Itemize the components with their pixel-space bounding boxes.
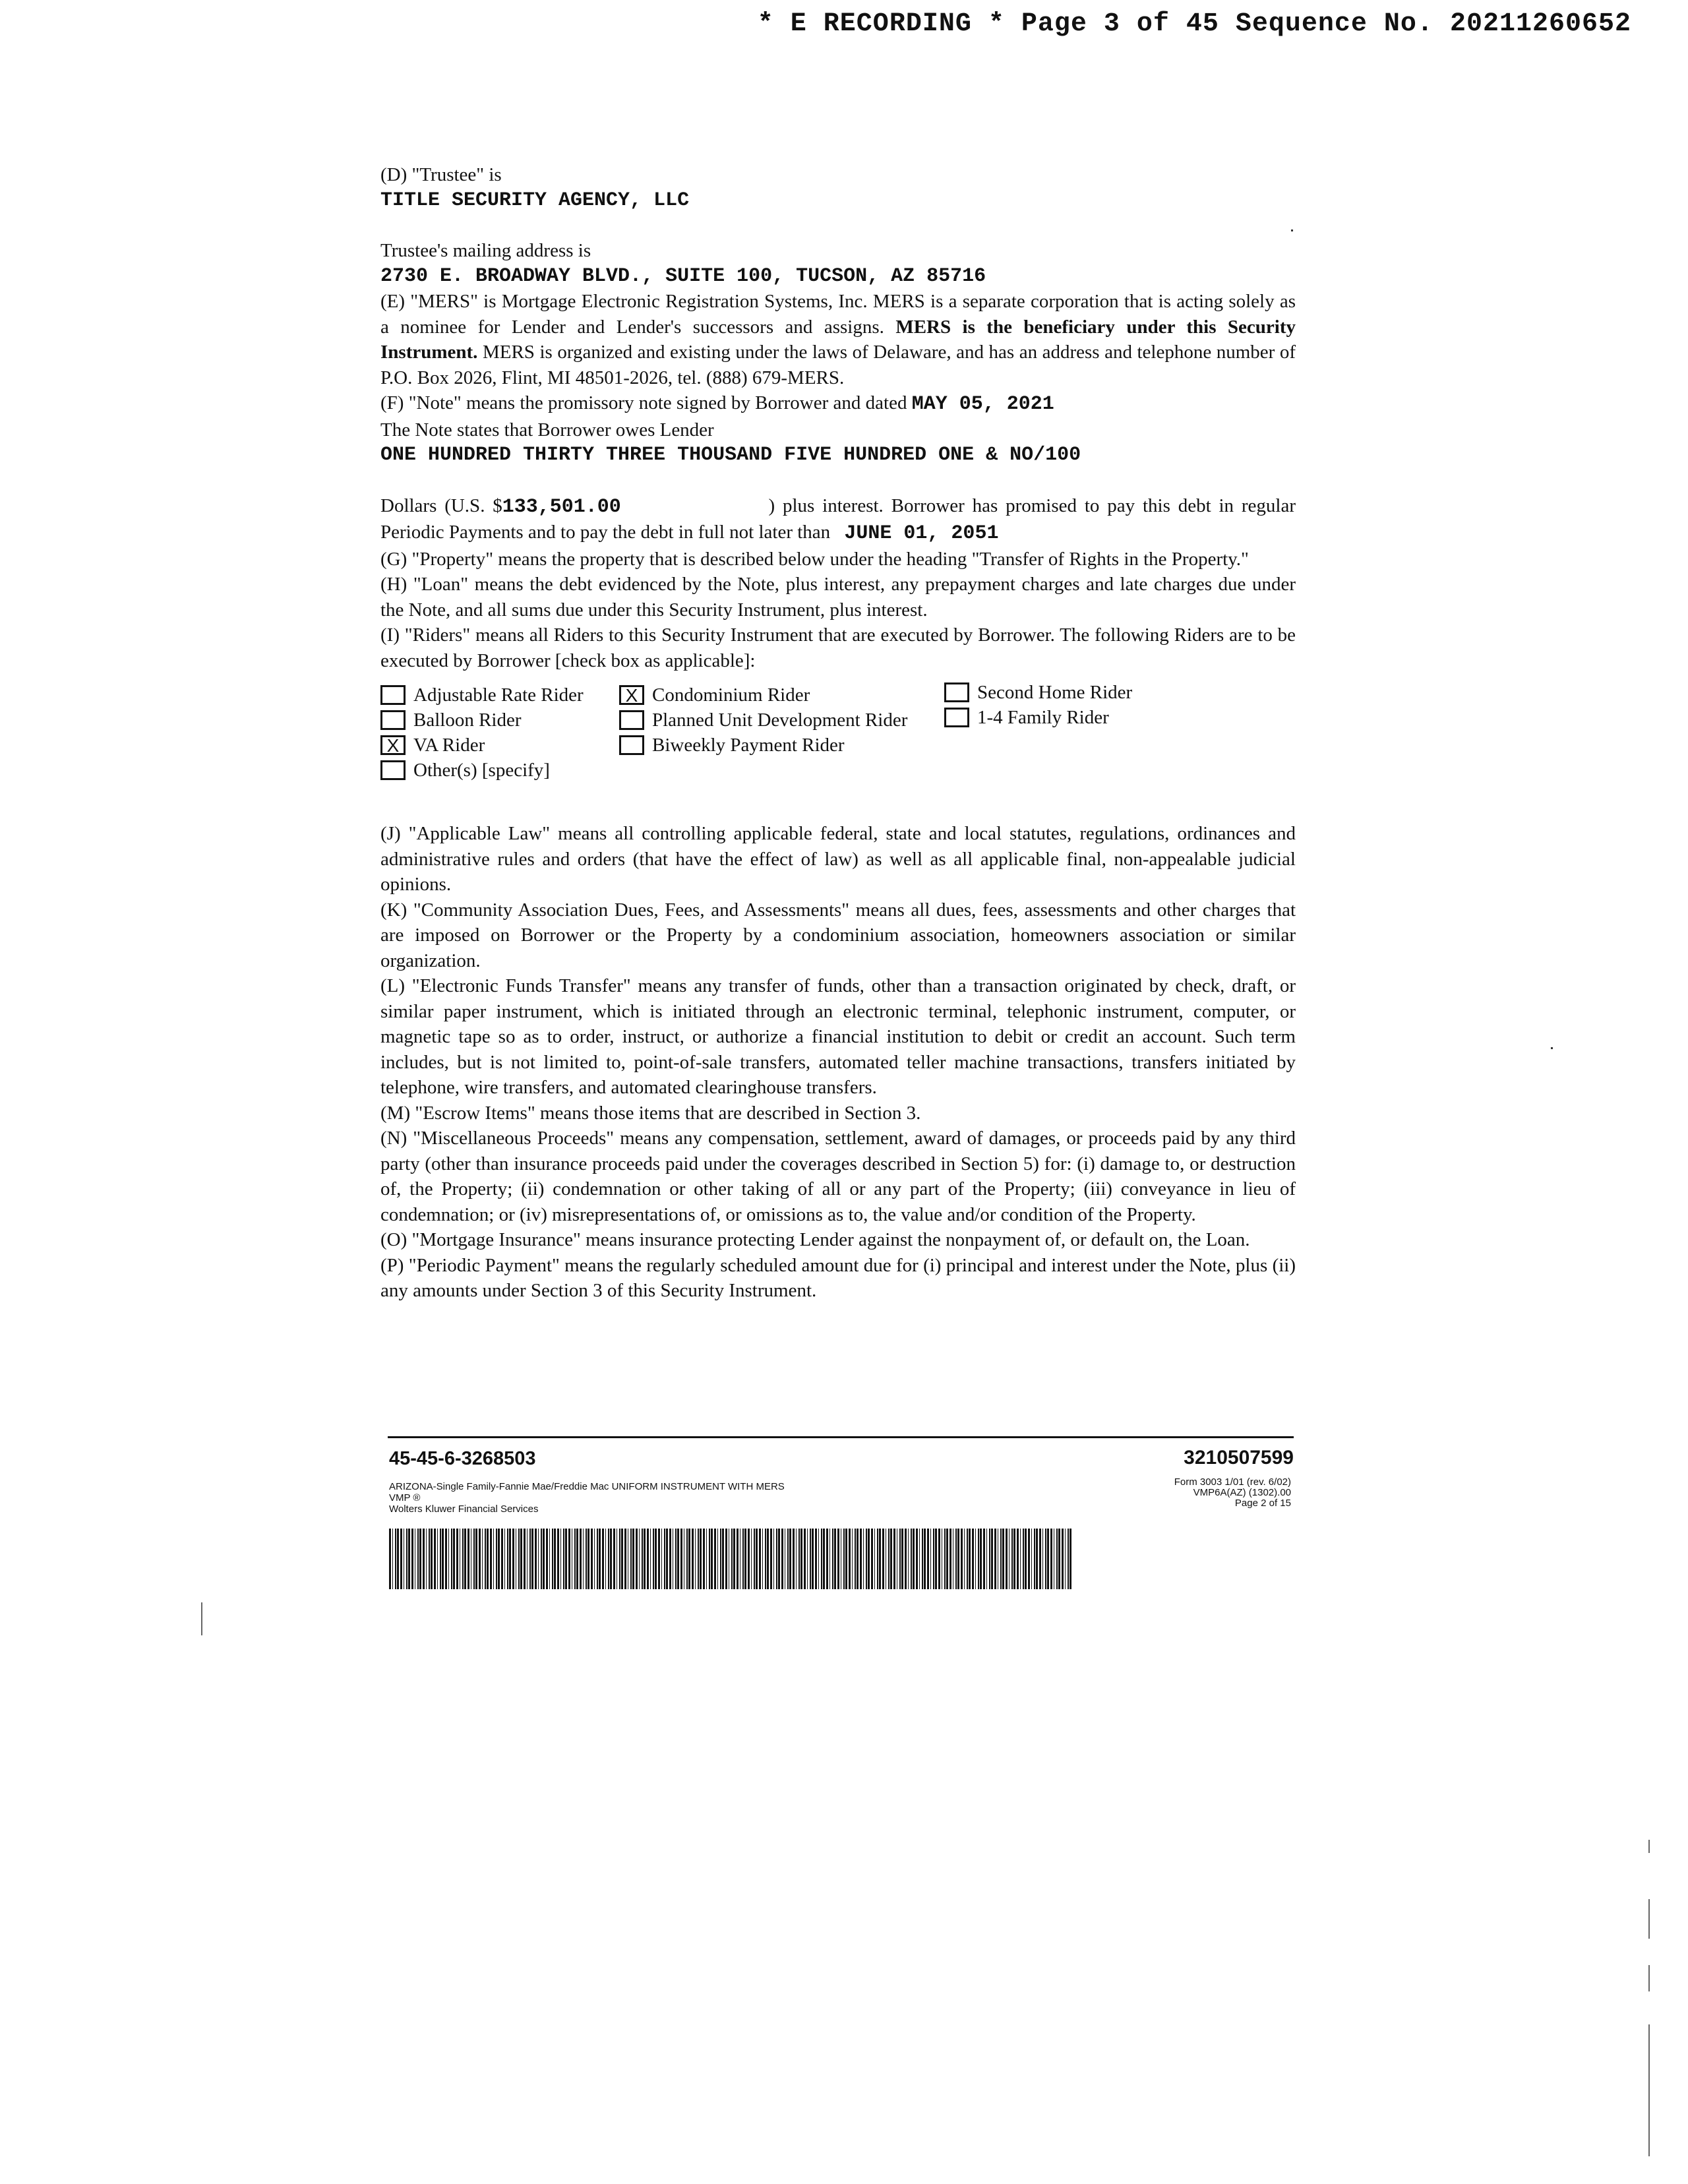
rider-condominium	[619, 682, 810, 708]
note-amount-words: ONE HUNDRED THIRTY THREE THOUSAND FIVE HUNDRED ONE & NO/100	[380, 444, 1081, 466]
checkbox[interactable]	[380, 710, 406, 730]
rider-second-home	[944, 680, 1132, 705]
dollars-tail: ) plus interest. Borrower has promised to pay this debt in regular Periodic Payments and to pay the debt in full not later than	[380, 495, 1296, 543]
mers-beneficiary: MERS is the beneficiary under this Security Instrument.	[380, 316, 1296, 363]
definition-property: (G) "Property" means the property that is described below under the heading "Transfer of Rights in the Property."	[380, 548, 1249, 570]
scan-mark	[1648, 1840, 1650, 1853]
checkbox[interactable]	[944, 682, 969, 702]
form-title-block	[389, 1481, 785, 1515]
dollars-lead: Dollars (U.S. $	[380, 495, 502, 516]
checkbox[interactable]	[380, 685, 406, 705]
checkbox[interactable]	[380, 760, 406, 780]
rider-biweekly	[619, 733, 845, 758]
definition-community-dues: (K) "Community Association Dues, Fees, and Assessments" means all dues, fees, assessments and other charges that are imposed on Borrower or the Property by a condominium association, homeowners association or similar organization.	[380, 899, 1296, 971]
scan-speck	[1551, 1047, 1553, 1049]
checkbox[interactable]	[619, 685, 644, 705]
loan-number: 45-45-6-3268503	[389, 1448, 536, 1469]
definition-riders: (I) "Riders" means all Riders to this Security Instrument that are executed by Borrower. The following Riders are to be executed by Borrower [check box as applicable]:	[380, 624, 1296, 671]
scan-mark	[201, 1602, 202, 1635]
rider-label: 1-4 Family Rider	[977, 707, 1109, 728]
scan-mark	[1648, 1965, 1650, 1991]
rider-1-4-family	[944, 705, 1109, 730]
checkbox[interactable]	[380, 735, 406, 755]
checkbox[interactable]	[619, 710, 644, 730]
note-owes: The Note states that Borrower owes Lender	[380, 419, 714, 440]
trustee-address: 2730 E. BROADWAY BLVD., SUITE 100, TUCSON, AZ 85716	[380, 264, 986, 288]
rider-label: Other(s) [specify]	[413, 760, 550, 781]
form-number: Form 3003 1/01 (rev. 6/02)	[1174, 1476, 1291, 1488]
definition-note	[380, 390, 1296, 417]
definition-misc-proceeds: (N) "Miscellaneous Proceeds" means any compensation, settlement, award of damages, or proceeds paid by any third party (other than insurance proceeds paid under the coverages described in Section 5) for: (i) damage to, or destruction of, the Property; (ii) condemnation or other taking of all or any part of the Property; (iii) conveyance in lieu of condemnation; or (iv) misrepresentations of, or omissions as to, the value and/or condition of the Property.	[380, 1128, 1296, 1225]
checkbox[interactable]	[619, 735, 644, 755]
definition-mers	[380, 289, 1296, 390]
rider-label: VA Rider	[413, 735, 485, 756]
rider-label: Planned Unit Development Rider	[652, 710, 908, 731]
rider-label: Biweekly Payment Rider	[652, 735, 845, 756]
footer-divider	[388, 1436, 1294, 1438]
vmp-mark: VMP ®	[389, 1492, 421, 1503]
document-body	[380, 162, 1296, 1304]
mers-tail: MERS is organized and existing under the laws of Delaware, and has an address and telephone number of P.O. Box 2026, Flint, MI 48501-2026, tel. (888) 679-MERS.	[380, 342, 1296, 388]
rider-label: Adjustable Rate Rider	[413, 684, 584, 706]
check-mark: X	[625, 685, 638, 706]
definition-loan: (H) "Loan" means the debt evidenced by the Note, plus interest, any prepayment charges and late charges due under the Note, and all sums due under this Security Instrument, plus interest.	[380, 574, 1296, 621]
rider-other	[380, 758, 550, 783]
trustee-name: TITLE SECURITY AGENCY, LLC	[380, 189, 690, 212]
note-dollars	[380, 493, 1296, 547]
rider-label: Condominium Rider	[652, 684, 810, 706]
definition-applicable-law: (J) "Applicable Law" means all controlling applicable federal, state and local statutes, regulations, ordinances and administrative rules and orders (that have the effect of law) as well as all applicable final, non-appealable judicial opinions.	[380, 823, 1296, 895]
note-lead: (F) "Note" means the promissory note signed by Borrower and dated	[380, 392, 907, 413]
rider-va	[380, 733, 485, 758]
checkbox[interactable]	[944, 708, 969, 727]
definition-periodic-payment: (P) "Periodic Payment" means the regularly scheduled amount due for (i) principal and interest under the Note, plus (ii) any amounts under Section 3 of this Security Instrument.	[380, 1254, 1296, 1301]
rider-label: Balloon Rider	[413, 710, 522, 731]
mers-lead: (E) "MERS" is Mortgage Electronic Registration Systems, Inc. MERS is a separate corporation that is acting solely as a nominee for Lender and Lender's successors and assigns.	[380, 291, 1296, 338]
rider-pud	[619, 708, 907, 733]
scan-speck	[1291, 229, 1293, 231]
document-number: 3210507599	[1184, 1447, 1294, 1469]
definition-mortgage-insurance: (O) "Mortgage Insurance" means insurance protecting Lender against the nonpayment of, or default on, the Loan.	[380, 1229, 1250, 1250]
publisher: Wolters Kluwer Financial Services	[389, 1503, 539, 1515]
definition-eft: (L) "Electronic Funds Transfer" means any transfer of funds, other than a transaction originated by check, draft, or similar paper instrument, which is initiated through an electronic terminal, telephonic instrument, computer, or magnetic tape so as to order, instruct, or authorize a financial institution to debit or credit an account. Such term includes, but is not limited to, point-of-sale transfers, automated teller machine transactions, transfers initiated by telephone, wire transfers, and automated clearinghouse transfers.	[380, 975, 1296, 1098]
definition-escrow-items: (M) "Escrow Items" means those items that are described in Section 3.	[380, 1102, 921, 1124]
rider-balloon	[380, 708, 522, 733]
rider-label: Second Home Rider	[977, 682, 1133, 703]
recording-header: * E RECORDING * Page 3 of 45 Sequence No. 20211260652	[757, 9, 1631, 39]
note-amount: 133,501.00	[502, 495, 621, 518]
form-title: ARIZONA-Single Family-Fannie Mae/Freddie Mac UNIFORM INSTRUMENT WITH MERS	[389, 1481, 785, 1492]
note-date: MAY 05, 2021	[911, 393, 1054, 415]
vmp-code: VMP6A(AZ) (1302).00	[1193, 1487, 1291, 1498]
trustee-address-label: Trustee's mailing address is	[380, 240, 591, 261]
riders-checklist	[380, 682, 1296, 788]
check-mark: X	[386, 735, 400, 756]
scan-mark	[1648, 1899, 1650, 1939]
barcode	[389, 1529, 1072, 1589]
page-number: Page 2 of 15	[1234, 1498, 1291, 1509]
form-number-block	[1174, 1477, 1291, 1509]
trustee-intro: (D) "Trustee" is	[380, 164, 502, 185]
scan-mark	[1648, 2024, 1650, 2156]
rider-adjustable-rate	[380, 682, 584, 708]
maturity-date: JUNE 01, 2051	[844, 522, 999, 545]
